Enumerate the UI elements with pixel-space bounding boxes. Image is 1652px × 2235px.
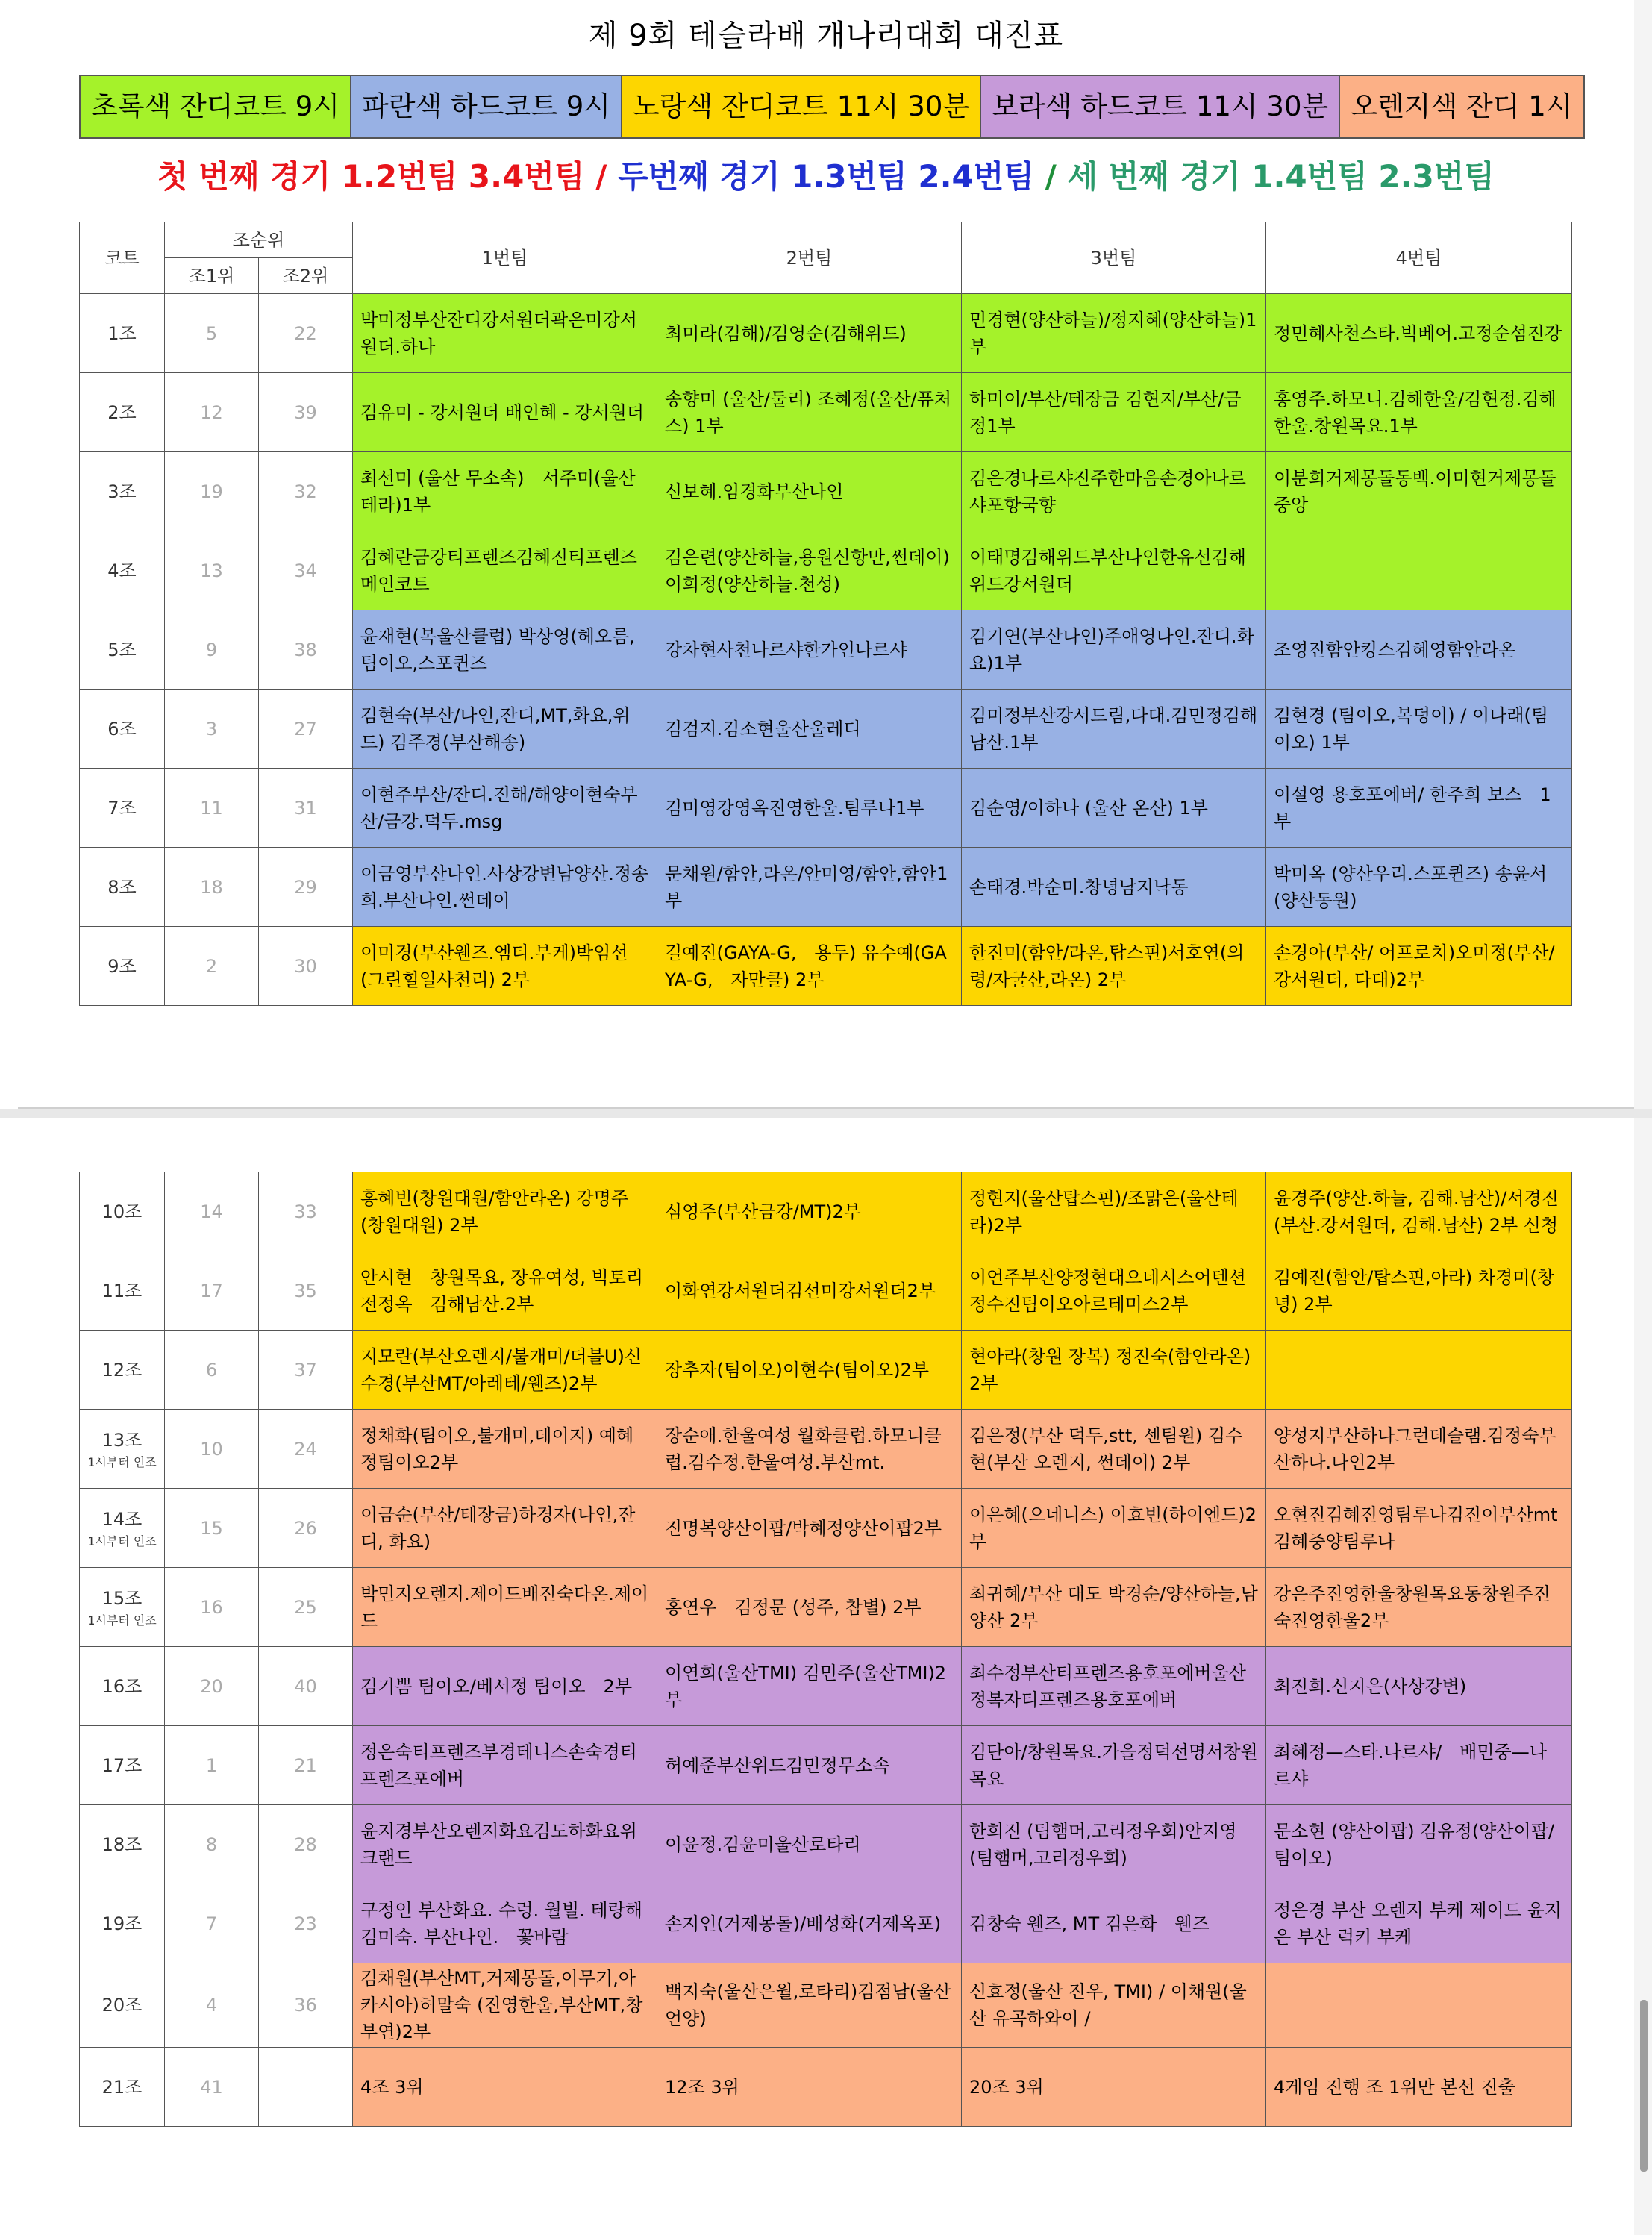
group-name: 5조	[107, 639, 137, 660]
team-3-cell: 이언주부산양정현대으네시스어텐션정수진팀이오아르테미스2부	[962, 1251, 1266, 1331]
team-4-cell: 이설영 용호포에버/ 한주희 보스 1부	[1266, 769, 1572, 848]
team-3-cell: 김단아/창원목요.가을정덕선명서창원목요	[962, 1726, 1266, 1805]
seed-first-rank: 18	[165, 848, 259, 927]
team-3-cell: 한희진 (팀햄머,고리정우회)안지영(팀햄머,고리정우회)	[962, 1805, 1266, 1884]
group-row	[80, 373, 1572, 452]
seed-second-rank: 21	[259, 1726, 353, 1805]
group-name: 1조	[107, 322, 137, 344]
team-1-cell: 이금순(부산/테장금)하경자(나인,잔디, 화요)	[353, 1489, 657, 1568]
group-label	[80, 452, 165, 531]
match-order-rules	[18, 152, 1634, 197]
group-name: 13조	[101, 1429, 143, 1451]
group-label	[80, 294, 165, 373]
team-4-cell: 이분희거제몽돌동백.이미현거제몽돌중앙	[1266, 452, 1572, 531]
team-3-cell: 한진미(함안/라온,탑스핀)서호연(의령/자굴산,라온) 2부	[962, 927, 1266, 1006]
team-1-cell: 김혜란금강티프렌즈김혜진티프렌즈메인코트	[353, 531, 657, 610]
group-label	[80, 1568, 165, 1647]
group-label	[80, 1172, 165, 1251]
legend-blue: 파란색 하드코트 9시	[351, 76, 622, 137]
team-4-cell: 최혜정—스타.나르샤/ 배민중—나르샤	[1266, 1726, 1572, 1805]
group-row	[80, 690, 1572, 769]
header-seed-1: 조1위	[165, 258, 259, 294]
seed-first-rank: 41	[165, 2048, 259, 2127]
rule-first-match: 첫 번째 경기 1.2번팀 3.4번팀	[157, 158, 585, 195]
group-label	[80, 690, 165, 769]
team-3-cell: 민경현(양산하늘)/정지혜(양산하늘)1부	[962, 294, 1266, 373]
group-row	[80, 1805, 1572, 1884]
seed-first-rank: 10	[165, 1410, 259, 1489]
bracket-table-2	[79, 1172, 1572, 2127]
group-note: 1시부터 인조	[87, 1613, 157, 1628]
team-1-cell: 정은숙티프렌즈부경테니스손숙경티프렌즈포에버	[353, 1726, 657, 1805]
seed-first-rank: 9	[165, 610, 259, 690]
team-1-cell: 최선미 (울산 무소속) 서주미(울산테라)1부	[353, 452, 657, 531]
team-2-cell: 장추자(팀이오)이현수(팀이오)2부	[657, 1331, 962, 1410]
header-team-2: 2번팀	[657, 222, 962, 294]
team-1-cell: 김채원(부산MT,거제몽돌,이무기,아카시아)허말숙 (진영한울,부산MT,창부연)2부	[353, 1963, 657, 2048]
team-2-cell: 허예준부산위드김민정무소속	[657, 1726, 962, 1805]
group-row	[80, 294, 1572, 373]
group-label	[80, 1963, 165, 2048]
group-name: 18조	[101, 1834, 143, 1855]
team-3-cell: 김은경나르샤진주한마음손경아나르샤포항국향	[962, 452, 1266, 531]
group-note: 1시부터 인조	[87, 1534, 157, 1548]
seed-first-rank: 20	[165, 1647, 259, 1726]
group-label	[80, 1884, 165, 1963]
seed-first-rank: 7	[165, 1884, 259, 1963]
team-2-cell: 심영주(부산금강/MT)2부	[657, 1172, 962, 1251]
team-4-cell	[1266, 1963, 1572, 2048]
header-court: 코트	[80, 222, 165, 294]
header-seed: 조순위	[165, 222, 353, 258]
document-page-1	[18, 0, 1634, 1109]
seed-second-rank: 39	[259, 373, 353, 452]
team-2-cell: 송향미 (울산/둘리) 조혜정(울산/퓨처스) 1부	[657, 373, 962, 452]
team-2-cell: 진명복양산이팝/박혜정양산이팝2부	[657, 1489, 962, 1568]
group-name: 6조	[107, 718, 137, 740]
header-team-3: 3번팀	[962, 222, 1266, 294]
seed-first-rank: 19	[165, 452, 259, 531]
rule-second-match: 두번째 경기 1.3번팀 2.4번팀	[618, 158, 1034, 195]
header-team-4: 4번팀	[1266, 222, 1572, 294]
team-3-cell: 김기연(부산나인)주애영나인.잔디.화요)1부	[962, 610, 1266, 690]
page-gap	[0, 1109, 1652, 1118]
header-team-1: 1번팀	[353, 222, 657, 294]
group-label	[80, 610, 165, 690]
seed-first-rank: 5	[165, 294, 259, 373]
seed-second-rank: 29	[259, 848, 353, 927]
team-2-cell: 강차현사천나르샤한가인나르샤	[657, 610, 962, 690]
team-1-cell: 4조 3위	[353, 2048, 657, 2127]
team-2-cell: 12조 3위	[657, 2048, 962, 2127]
team-2-cell: 김미영강영옥진영한울.팀루나1부	[657, 769, 962, 848]
group-label	[80, 1726, 165, 1805]
team-1-cell: 박민지오렌지.제이드배진숙다온.제이드	[353, 1568, 657, 1647]
group-name: 15조	[101, 1587, 143, 1609]
rule-separator: /	[584, 158, 619, 195]
group-row	[80, 531, 1572, 610]
team-1-cell: 이현주부산/잔디.진해/해양이현숙부산/금강.덕두.msg	[353, 769, 657, 848]
group-name: 4조	[107, 560, 137, 581]
team-4-cell: 4게임 진행 조 1위만 본선 진출	[1266, 2048, 1572, 2127]
team-3-cell: 손태경.박순미.창녕남지낙동	[962, 848, 1266, 927]
group-row	[80, 1963, 1572, 2048]
seed-second-rank: 40	[259, 1647, 353, 1726]
seed-second-rank: 38	[259, 610, 353, 690]
team-1-cell: 김현숙(부산/나인,잔디,MT,화요,위드) 김주경(부산해송)	[353, 690, 657, 769]
team-4-cell	[1266, 531, 1572, 610]
team-4-cell: 정은경 부산 오렌지 부케 제이드 윤지은 부산 럭키 부케	[1266, 1884, 1572, 1963]
seed-first-rank: 13	[165, 531, 259, 610]
group-row	[80, 1647, 1572, 1726]
team-3-cell: 김미정부산강서드림,다대.김민정김해남산.1부	[962, 690, 1266, 769]
seed-first-rank: 14	[165, 1172, 259, 1251]
seed-second-rank: 24	[259, 1410, 353, 1489]
group-name: 8조	[107, 876, 137, 898]
header-seed-2: 조2위	[259, 258, 353, 294]
group-name: 14조	[101, 1508, 143, 1530]
team-2-cell: 최미라(김해)/김영순(김해위드)	[657, 294, 962, 373]
bracket-table-1	[79, 222, 1572, 1006]
group-name: 12조	[101, 1359, 143, 1381]
team-2-cell: 손지인(거제몽돌)/배성화(거제옥포)	[657, 1884, 962, 1963]
team-2-cell: 길예진(GAYA-G, 용두) 유수예(GAYA-G, 자만클) 2부	[657, 927, 962, 1006]
group-name: 10조	[101, 1201, 143, 1222]
group-row	[80, 1331, 1572, 1410]
group-name: 17조	[101, 1754, 143, 1776]
team-1-cell: 김유미 - 강서원더 배인혜 - 강서원더	[353, 373, 657, 452]
team-4-cell: 정민혜사천스타.빅베어.고정순섬진강	[1266, 294, 1572, 373]
team-3-cell: 김순영/이하나 (울산 온산) 1부	[962, 769, 1266, 848]
team-2-cell: 백지숙(울산은월,로타리)김점남(울산언양)	[657, 1963, 962, 2048]
group-row	[80, 1884, 1572, 1963]
seed-second-rank: 23	[259, 1884, 353, 1963]
document-page-2	[18, 1118, 1634, 2235]
group-row	[80, 1172, 1572, 1251]
group-name: 20조	[101, 1995, 143, 2016]
seed-first-rank: 6	[165, 1331, 259, 1410]
group-name: 21조	[101, 2076, 143, 2098]
team-3-cell: 김은정(부산 덕두,stt, 센팀원) 김수현(부산 오렌지, 썬데이) 2부	[962, 1410, 1266, 1489]
team-2-cell: 이화연강서원더김선미강서원더2부	[657, 1251, 962, 1331]
team-3-cell: 이은혜(으네니스) 이효빈(하이엔드)2부	[962, 1489, 1266, 1568]
team-4-cell: 조영진함안킹스김혜영함안라온	[1266, 610, 1572, 690]
team-2-cell: 이연희(울산TMI) 김민주(울산TMI)2부	[657, 1647, 962, 1726]
team-4-cell	[1266, 1331, 1572, 1410]
legend-orange: 오렌지색 잔디 1시	[1340, 76, 1583, 137]
team-3-cell: 하미이/부산/테장금 김현지/부산/금정1부	[962, 373, 1266, 452]
team-1-cell: 이미경(부산웬즈.엠티.부케)박임선(그린힐일사천리) 2부	[353, 927, 657, 1006]
team-3-cell: 최수정부산티프렌즈용호포에버울산정복자티프렌즈용호포에버	[962, 1647, 1266, 1726]
legend-yellow: 노랑색 잔디코트 11시 30분	[622, 76, 981, 137]
group-label	[80, 1251, 165, 1331]
seed-first-rank: 17	[165, 1251, 259, 1331]
group-name: 7조	[107, 797, 137, 819]
group-label	[80, 927, 165, 1006]
rule-separator: /	[1033, 158, 1068, 195]
team-4-cell: 손경아(부산/ 어프로치)오미정(부산/강서원더, 다대)2부	[1266, 927, 1572, 1006]
team-2-cell: 장순애.한울여성 월화클럽.하모니클럽.김수정.한울여성.부산mt.	[657, 1410, 962, 1489]
seed-first-rank: 12	[165, 373, 259, 452]
group-row	[80, 927, 1572, 1006]
seed-second-rank: 25	[259, 1568, 353, 1647]
seed-second-rank: 35	[259, 1251, 353, 1331]
team-1-cell: 지모란(부산오렌지/불개미/더블U)신수경(부산MT/아레테/웬즈)2부	[353, 1331, 657, 1410]
group-label	[80, 1331, 165, 1410]
team-3-cell: 신효정(울산 진우, TMI) / 이채원(울산 유곡하와이 /	[962, 1963, 1266, 2048]
seed-second-rank: 37	[259, 1331, 353, 1410]
seed-second-rank: 31	[259, 769, 353, 848]
team-1-cell: 윤지경부산오렌지화요김도하화요위크랜드	[353, 1805, 657, 1884]
group-row	[80, 2048, 1572, 2127]
group-label	[80, 531, 165, 610]
team-3-cell: 현아라(창원 장복) 정진숙(함안라온)2부	[962, 1331, 1266, 1410]
group-label	[80, 2048, 165, 2127]
team-4-cell: 최진희.신지은(사상강변)	[1266, 1647, 1572, 1726]
scrollbar-thumb[interactable]	[1640, 2000, 1648, 2172]
group-row	[80, 1489, 1572, 1568]
seed-first-rank: 11	[165, 769, 259, 848]
team-2-cell: 이윤정.김윤미울산로타리	[657, 1805, 962, 1884]
team-2-cell: 김검지.김소현울산울레디	[657, 690, 962, 769]
rule-third-match: 세 번째 경기 1.4번팀 2.3번팀	[1067, 158, 1495, 195]
team-2-cell: 문채원/함안,라온/안미영/함안,함안1부	[657, 848, 962, 927]
group-row	[80, 1726, 1572, 1805]
team-2-cell: 신보혜.임경화부산나인	[657, 452, 962, 531]
seed-first-rank: 1	[165, 1726, 259, 1805]
seed-second-rank	[259, 2048, 353, 2127]
legend-green: 초록색 잔디코트 9시	[81, 76, 351, 137]
team-4-cell: 김예진(함안/탑스핀,아라) 차경미(창녕) 2부	[1266, 1251, 1572, 1331]
team-1-cell: 김기쁨 팀이오/베서정 팀이오 2부	[353, 1647, 657, 1726]
seed-second-rank: 32	[259, 452, 353, 531]
team-4-cell: 문소현 (양산이팝) 김유정(양산이팝/팀이오)	[1266, 1805, 1572, 1884]
seed-first-rank: 8	[165, 1805, 259, 1884]
team-4-cell: 윤경주(양산.하늘, 김해.남산)/서경진(부산.강서원더, 김해.남산) 2부 신청	[1266, 1172, 1572, 1251]
seed-second-rank: 36	[259, 1963, 353, 2048]
page-title: 제 9회 테슬라배 개나리대회 대진표	[588, 19, 1064, 53]
group-row	[80, 848, 1572, 927]
team-1-cell: 윤재현(복울산클럽) 박상영(헤오름,팀이오,스포퀸즈	[353, 610, 657, 690]
group-label	[80, 1647, 165, 1726]
legend-purple: 보라색 하드코트 11시 30분	[981, 76, 1340, 137]
team-1-cell: 안시현 창원목요, 장유여성, 빅토리 전정옥 김해남산.2부	[353, 1251, 657, 1331]
seed-first-rank: 3	[165, 690, 259, 769]
team-3-cell: 이태명김해위드부산나인한유선김해위드강서원더	[962, 531, 1266, 610]
team-2-cell: 홍연우 김정문 (성주, 참별) 2부	[657, 1568, 962, 1647]
team-3-cell: 최귀혜/부산 대도 박경순/양산하늘,남양산 2부	[962, 1568, 1266, 1647]
seed-first-rank: 15	[165, 1489, 259, 1568]
group-note: 1시부터 인조	[87, 1454, 157, 1469]
group-row	[80, 610, 1572, 690]
group-row	[80, 769, 1572, 848]
group-label	[80, 769, 165, 848]
seed-first-rank: 4	[165, 1963, 259, 2048]
group-label	[80, 1410, 165, 1489]
team-1-cell: 박미정부산잔디강서원더곽은미강서원더.하나	[353, 294, 657, 373]
group-row	[80, 1568, 1572, 1647]
group-name: 2조	[107, 401, 137, 423]
team-2-cell: 김은련(양산하늘,용원신항만,썬데이) 이희정(양산하늘.천성)	[657, 531, 962, 610]
seed-first-rank: 16	[165, 1568, 259, 1647]
group-name: 16조	[101, 1675, 143, 1697]
group-name: 19조	[101, 1913, 143, 1934]
team-3-cell: 20조 3위	[962, 2048, 1266, 2127]
team-4-cell: 양성지부산하나그런데슬램.김정숙부산하나.나인2부	[1266, 1410, 1572, 1489]
seed-second-rank: 27	[259, 690, 353, 769]
group-row	[80, 1251, 1572, 1331]
team-1-cell: 정채화(팀이오,불개미,데이지) 예혜정팀이오2부	[353, 1410, 657, 1489]
seed-second-rank: 33	[259, 1172, 353, 1251]
group-label	[80, 848, 165, 927]
team-1-cell: 홍혜빈(창원대원/함안라온) 강명주(창원대원) 2부	[353, 1172, 657, 1251]
team-3-cell: 정현지(울산탑스핀)/조맑은(울산테라)2부	[962, 1172, 1266, 1251]
team-4-cell: 홍영주.하모니.김해한울/김현정.김해한울.창원목요.1부	[1266, 373, 1572, 452]
court-legend	[79, 75, 1585, 139]
team-3-cell: 김창숙 웬즈, MT 김은화 웬즈	[962, 1884, 1266, 1963]
team-4-cell: 김현경 (팀이오,복덩이) / 이나래(팀이오) 1부	[1266, 690, 1572, 769]
team-4-cell: 박미옥 (양산우리.스포퀸즈) 송윤서(양산동원)	[1266, 848, 1572, 927]
group-row	[80, 1410, 1572, 1489]
group-row	[80, 452, 1572, 531]
seed-second-rank: 30	[259, 927, 353, 1006]
group-label	[80, 1489, 165, 1568]
team-4-cell: 강은주진영한울창원목요동창원주진숙진영한울2부	[1266, 1568, 1572, 1647]
group-label	[80, 1805, 165, 1884]
seed-first-rank: 2	[165, 927, 259, 1006]
group-name: 11조	[101, 1280, 143, 1301]
seed-second-rank: 28	[259, 1805, 353, 1884]
seed-second-rank: 34	[259, 531, 353, 610]
team-1-cell: 구정인 부산화요. 수렁. 월빌. 테랑해 김미숙. 부산나인. 꽃바람	[353, 1884, 657, 1963]
group-label	[80, 373, 165, 452]
group-name: 3조	[107, 481, 137, 502]
seed-second-rank: 26	[259, 1489, 353, 1568]
group-name: 9조	[107, 955, 137, 977]
team-4-cell: 오현진김혜진영팀루나김진이부산mt김혜중양팀루나	[1266, 1489, 1572, 1568]
team-1-cell: 이금영부산나인.사상강변남양산.정송희.부산나인.썬데이	[353, 848, 657, 927]
seed-second-rank: 22	[259, 294, 353, 373]
